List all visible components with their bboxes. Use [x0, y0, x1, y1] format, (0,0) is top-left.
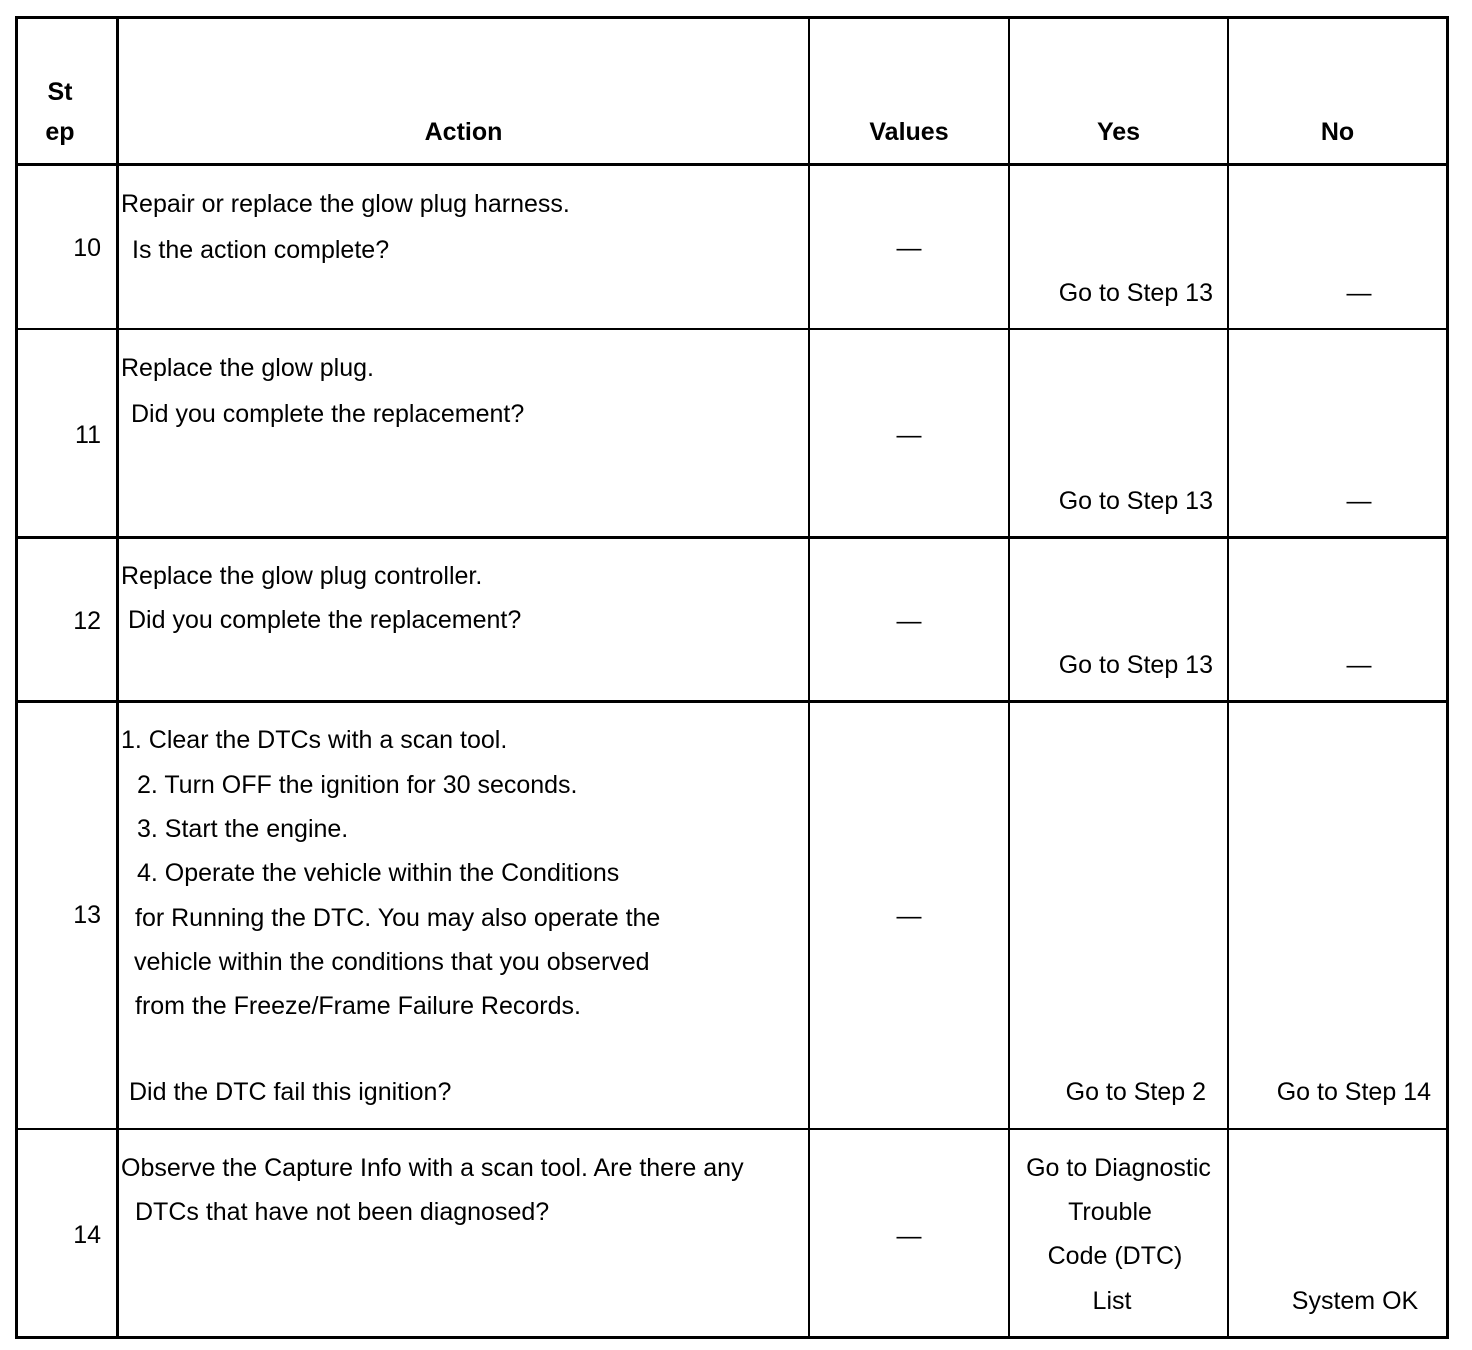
row-divider: [15, 536, 1449, 539]
values-cell: —: [896, 902, 922, 930]
no-cell: System OK: [1291, 1287, 1419, 1315]
header-yes: Yes: [1096, 118, 1141, 146]
action-step-1: 1. Clear the DTCs with a scan tool.: [121, 726, 508, 754]
table-border-top: [15, 16, 1449, 19]
row-divider: [15, 700, 1449, 703]
header-divider: [15, 163, 1449, 166]
header-action: Action: [424, 118, 503, 146]
values-cell: —: [896, 421, 922, 449]
no-cell: —: [1346, 279, 1372, 307]
action-step-4: 4. Operate the vehicle within the Conditions: [137, 859, 620, 887]
action-question: Did you complete the replacement?: [131, 400, 525, 428]
yes-cell-line3: Code (DTC): [1047, 1242, 1183, 1270]
table-border-right: [1446, 16, 1449, 1339]
header-values: Values: [869, 118, 949, 146]
step-number: 12: [73, 607, 101, 635]
values-cell: —: [896, 234, 922, 262]
row-divider: [15, 1128, 1449, 1130]
action-step-4-cont: vehicle within the conditions that you observed: [134, 948, 650, 976]
values-cell: —: [896, 1222, 922, 1250]
action-step-2: 2. Turn OFF the ignition for 30 seconds.: [137, 771, 578, 799]
row-divider: [15, 328, 1449, 330]
yes-cell: Go to Step 13: [1058, 651, 1213, 679]
step-number: 11: [75, 421, 101, 449]
yes-cell-line2: Trouble: [1068, 1198, 1152, 1226]
column-divider: [1227, 16, 1229, 1339]
table-border-bottom: [15, 1336, 1449, 1339]
action-step-4-cont: from the Freeze/Frame Failure Records.: [135, 992, 581, 1020]
step-number: 14: [73, 1221, 101, 1249]
no-cell: —: [1346, 487, 1372, 515]
header-step-line2: ep: [45, 118, 75, 146]
header-no: No: [1320, 118, 1355, 146]
action-step-3: 3. Start the engine.: [137, 815, 349, 843]
action-text: Observe the Capture Info with a scan tool. Are there any: [121, 1154, 744, 1182]
step-number: 10: [73, 234, 101, 262]
action-step-4-cont: for Running the DTC. You may also operate the: [135, 904, 661, 932]
step-number: 13: [73, 901, 101, 929]
no-cell: —: [1346, 651, 1372, 679]
yes-cell: Go to Step 2: [1065, 1078, 1206, 1106]
no-cell: Go to Step 14: [1276, 1078, 1431, 1106]
values-cell: —: [896, 607, 922, 635]
action-text: Replace the glow plug controller.: [121, 562, 483, 590]
yes-cell-line1: Go to Diagnostic: [1026, 1154, 1211, 1182]
action-text: Replace the glow plug.: [121, 354, 374, 382]
column-divider: [808, 16, 810, 1339]
action-question: Did you complete the replacement?: [128, 606, 522, 634]
table-border-left: [15, 16, 18, 1339]
yes-cell-line4: List: [1092, 1287, 1132, 1315]
header-step-line1: St: [47, 78, 73, 106]
action-text: Repair or replace the glow plug harness.: [121, 190, 570, 218]
diagnostic-table: [15, 16, 1449, 1339]
action-question: Is the action complete?: [132, 236, 390, 264]
action-question: DTCs that have not been diagnosed?: [135, 1198, 550, 1226]
column-divider: [116, 16, 119, 1339]
yes-cell: Go to Step 13: [1058, 279, 1213, 307]
yes-cell: Go to Step 13: [1058, 487, 1213, 515]
action-question: Did the DTC fail this ignition?: [129, 1078, 452, 1106]
